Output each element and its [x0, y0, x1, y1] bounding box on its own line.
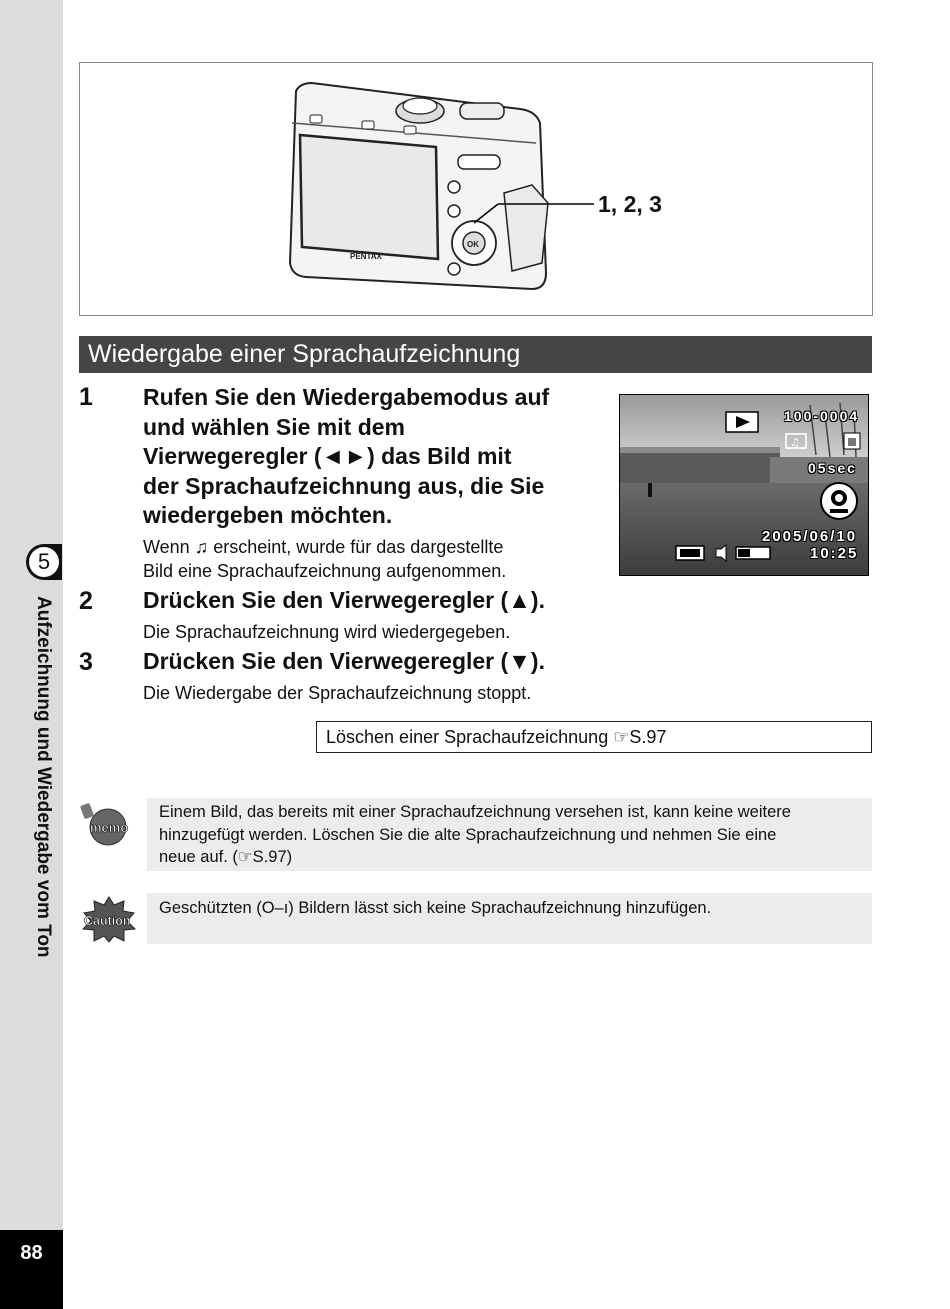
- camera-figure: [79, 62, 873, 316]
- lcd-date: 2005/06/10: [762, 528, 858, 545]
- caution-icon-label: Caution: [84, 914, 131, 928]
- camera-back-illustration: [80, 63, 872, 315]
- section-title: Wiedergabe einer Sprachaufzeichnung: [79, 336, 872, 373]
- svg-text:♫: ♫: [790, 436, 800, 449]
- memo-icon-label: memo: [90, 820, 129, 835]
- step-3-body: Die Wiedergabe der Sprachaufzeichnung stoppt.: [143, 683, 532, 703]
- chapter-number: 5: [29, 547, 59, 577]
- lcd-time: 10:25: [810, 545, 859, 562]
- step-1-body: Wenn ♫ erscheint, wurde für das dargestellte Bild eine Sprachaufzeichnung aufgenommen.: [143, 537, 507, 581]
- memo-icon: [80, 802, 132, 853]
- callout-steps-label: 1, 2, 3: [598, 191, 662, 217]
- step-2-body: Die Sprachaufzeichnung wird wiedergegeben.: [143, 622, 511, 642]
- step-3-title: Drücken Sie den Vierwegeregler (▼).: [143, 648, 545, 674]
- step-1-number: 1: [79, 383, 93, 411]
- step-3-number: 3: [79, 648, 93, 676]
- memo-note: Einem Bild, das bereits mit einer Sprachaufzeichnung versehen ist, kann keine weitere hinzugefügt werden. Löschen Sie die alte Sprachaufzeichnung und nehmen Sie eine neue auf. (☞S.97): [147, 798, 872, 871]
- caution-icon: [80, 895, 138, 948]
- ok-button-label: OK: [467, 240, 479, 249]
- caution-note: Geschützten (O‒ı) Bildern lässt sich keine Sprachaufzeichnung hinzufügen.: [147, 893, 872, 944]
- lcd-playback-screen: [619, 394, 869, 576]
- page-number: 88: [0, 1230, 63, 1309]
- camera-brand-text: PENTAX: [350, 252, 382, 261]
- cross-reference-box: Löschen einer Sprachaufzeichnung ☞S.97: [316, 721, 872, 753]
- lcd-duration: 05sec: [808, 460, 857, 476]
- step-1-title: Rufen Sie den Wiedergabemodus auf und wählen Sie mit dem Vierwegeregler (◄►) das Bild mit der Sprachaufzeichnung aus, die Sie wiedergeben möchten.: [143, 384, 550, 528]
- chapter-title: Aufzeichnung und Wiedergabe vom Ton: [33, 596, 54, 958]
- step-2-title: Drücken Sie den Vierwegeregler (▲).: [143, 587, 545, 613]
- lcd-file-number: 100-0004: [784, 408, 860, 424]
- step-2-number: 2: [79, 587, 93, 615]
